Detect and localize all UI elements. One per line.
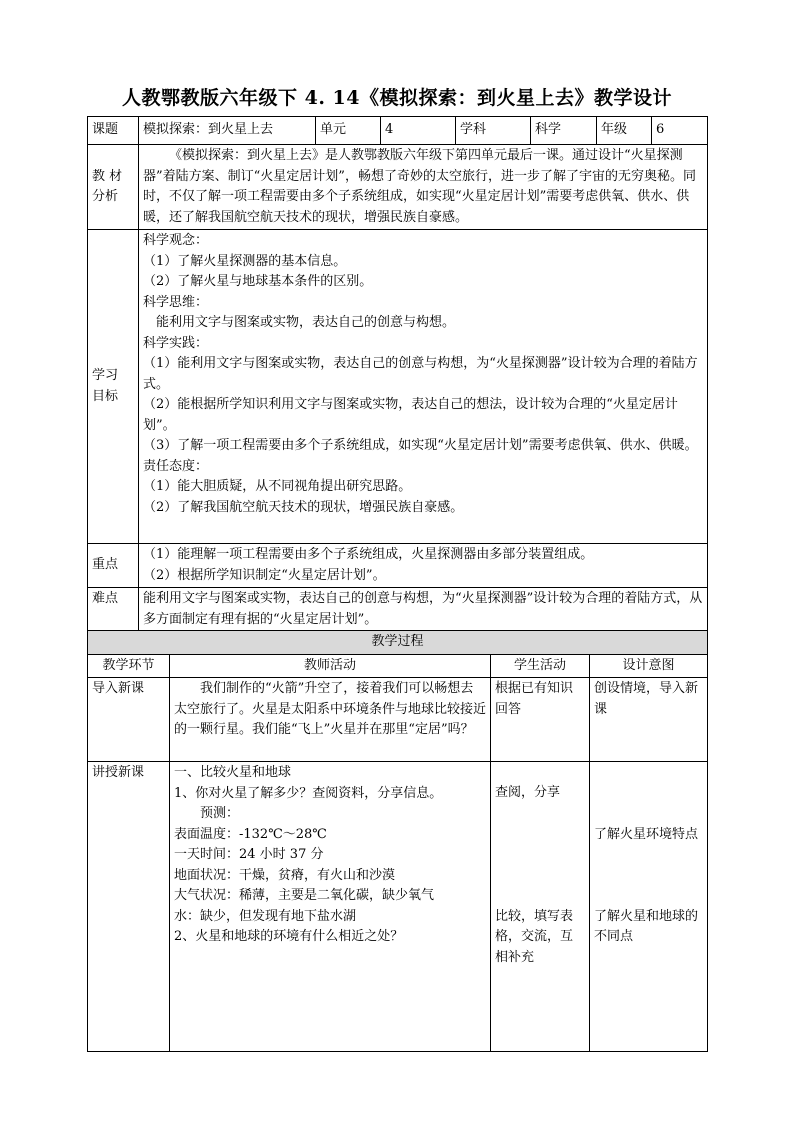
intro-student: 根据已有知识回答 — [491, 678, 590, 762]
document-title: 人教鄂教版六年级下 4. 14《模拟探索：到火星上去》教学设计 — [121, 87, 672, 109]
grade-label: 年级 — [597, 117, 652, 145]
intro-teacher: 我们制作的“火箭”升空了，接着我们可以畅想去太空旅行了。火星是太阳系中环境条件与地球比较接近的一颗行星。我们能“飞上”火星并在那里“定居”吗？ — [170, 678, 491, 762]
goals-label: 学习 目标 — [88, 230, 139, 544]
topic-value: 模拟探索：到火星上去 — [139, 117, 316, 145]
header-stage: 教学环节 — [88, 654, 170, 678]
grade-value: 6 — [652, 117, 708, 145]
goals-text: 科学观念： （1）了解火星探测器的基本信息。 （2）了解火星与地球基本条件的区别。 科学思维： 能利用文字与图案或实物，表达自己的创意与构想。 科学实践： （1）能利用文字与图案或实物，表达自己的创意与构想，为“火星探测器”设计较为合理的着陆方式。 （2）能根据所学知识利用文字与图案或实物，表达自己的想法，设计较为合理的“火星定居计划”。 （3）了解一项工程需要由多个子系统组成，如实现“火星定居计划”需要考虑供氧、供水、供暖。 责任态度： （1）能大胆质疑，从不同视角提出研究思路。 （2）了解我国航空航天技术的现状，增强民族自豪感。 — [139, 230, 708, 544]
intro-stage: 导入新课 — [88, 678, 170, 762]
process-title: 教学过程 — [88, 631, 708, 655]
new-teacher: 一、比较火星和地球 1、你对火星了解多少？查阅资料，分享信息。 预测： 表面温度：-132℃～28℃ 一天时间：24 小时 37 分 地面状况：干燥，贫瘠，有火山和沙漠 大气状况：稀薄，主要是二氧化碳，缺少氧气 水：缺少，但发现有地下盐水湖 2、火星和地球的环境有什么相近之处？ — [170, 762, 491, 1052]
unit-value: 4 — [381, 117, 456, 145]
header-teacher: 教师活动 — [170, 654, 491, 678]
info-table — [87, 116, 708, 632]
key-points-label: 重点 — [88, 544, 139, 588]
unit-label: 单元 — [316, 117, 381, 145]
intro-intent: 创设情境，导入新课 — [590, 678, 708, 762]
new-stage: 讲授新课 — [88, 762, 170, 1052]
difficulties-label: 难点 — [88, 588, 139, 632]
subject-value: 科学 — [531, 117, 597, 145]
analysis-label: 教 材 分析 — [88, 145, 139, 230]
process-table — [87, 630, 708, 1052]
analysis-text: 《模拟探索：到火星上去》是人教鄂教版六年级下第四单元最后一课。通过设计“火星探测器”着陆方案、制订“火星定居计划”，畅想了奇妙的太空旅行，进一步了解了宇宙的无穷奥秘。同时，不仅了解一项工程需要由多个子系统组成，如实现“火星定居计划”需要考虑供氧、供水、供暖，还了解我国航空航天技术的现状，增强民族自豪感。 — [139, 145, 708, 230]
header-student: 学生活动 — [491, 654, 590, 678]
new-student: 查阅，分享 比较，填写表格，交流，互相补充 — [491, 762, 590, 1052]
subject-label: 学科 — [456, 117, 531, 145]
difficulties-text: 能利用文字与图案或实物，表达自己的创意与构想，为“火星探测器”设计较为合理的着陆方式，从多方面制定有理有据的“火星定居计划”。 — [139, 588, 708, 632]
key-points-text: （1）能理解一项工程需要由多个子系统组成，火星探测器由多部分装置组成。 （2）根据所学知识制定“火星定居计划”。 — [139, 544, 708, 588]
topic-label: 课题 — [88, 117, 139, 145]
header-intent: 设计意图 — [590, 654, 708, 678]
new-intent: 了解火星环境特点 了解火星和地球的不同点 — [590, 762, 708, 1052]
